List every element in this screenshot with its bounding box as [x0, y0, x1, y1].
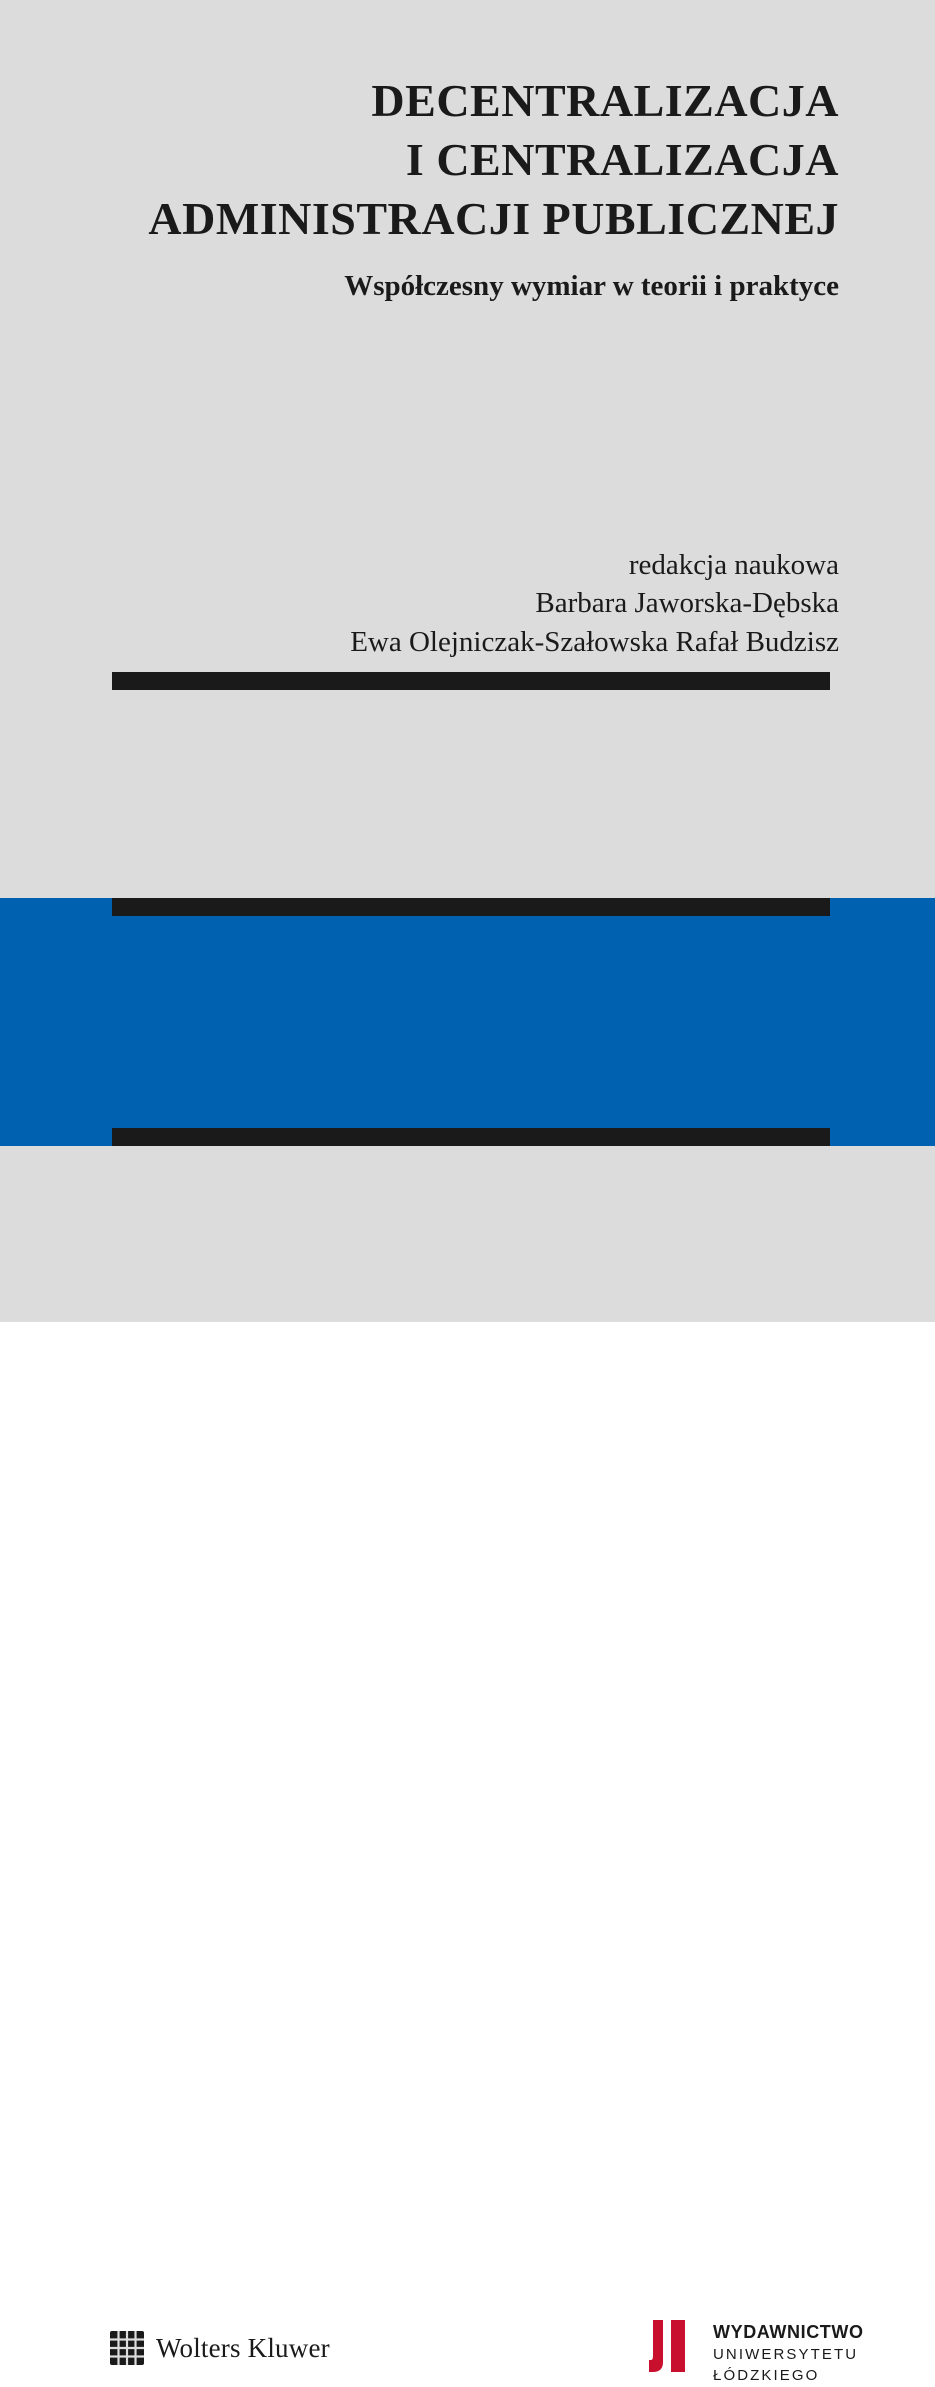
ul-line-2: UNIWERSYTETU — [713, 2345, 859, 2363]
title-line-1: DECENTRALIZACJA — [371, 75, 839, 126]
ul-double-bar-mark-icon — [645, 2318, 701, 2380]
wolters-kluwer-grid-mark-icon — [110, 2331, 144, 2365]
uniwersytet-lodzki-text — [713, 2318, 864, 2387]
book-subtitle: Współczesny wymiar w teorii i praktyce — [344, 269, 839, 302]
editor-name-1: Barbara Jaworska-Dębska — [535, 587, 839, 620]
title-block — [0, 72, 935, 303]
ul-line-1: WYDAWNICTWO — [713, 2322, 864, 2342]
editors-block — [0, 546, 935, 661]
divider-bar-top — [112, 672, 830, 690]
ul-line-3: ŁÓDZKIEGO — [713, 2367, 820, 2385]
title-line-3: ADMINISTRACJI PUBLICZNEJ — [148, 192, 839, 244]
editors-label: redakcja naukowa — [628, 549, 839, 581]
wolters-kluwer-logo — [110, 2331, 330, 2365]
divider-bar-bottom — [112, 1128, 830, 1146]
publisher-strip — [0, 1146, 935, 2385]
editor-name-2: Ewa Olejniczak-Szałowska Rafał Budzisz — [350, 625, 839, 658]
wolters-kluwer-name: Wolters Kluwer — [156, 2332, 330, 2363]
divider-bar-middle — [112, 898, 830, 916]
title-line-2: I CENTRALIZACJA — [405, 133, 839, 185]
uniwersytet-lodzki-logo — [645, 2318, 864, 2387]
accent-blue-band — [0, 898, 935, 1146]
